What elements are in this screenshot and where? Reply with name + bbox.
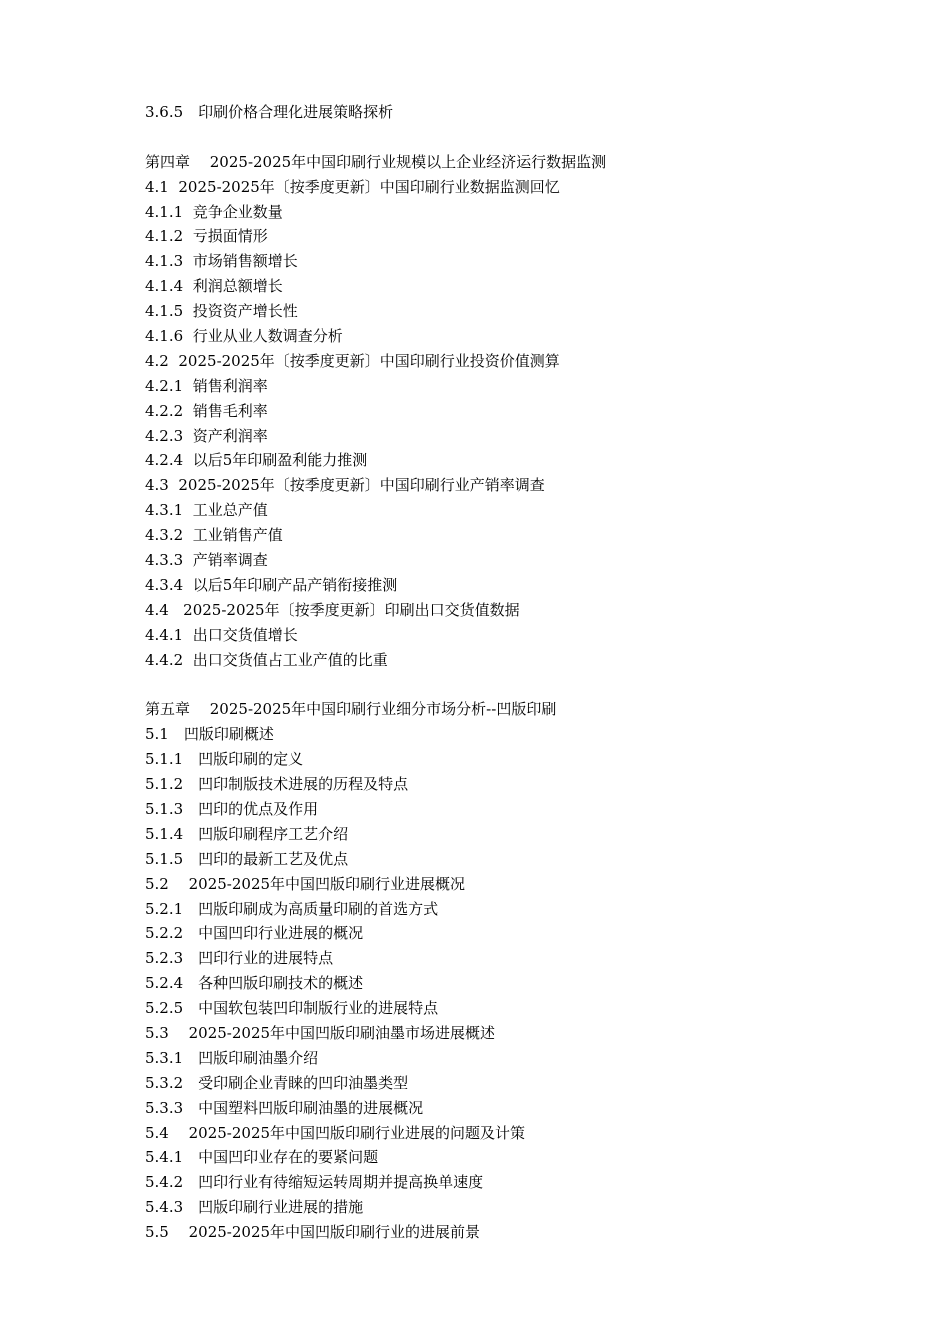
toc-entry: 4.2.1 销售利润率 (145, 376, 268, 395)
toc-entry: 5.1.3 凹印的优点及作用 (145, 799, 319, 818)
toc-entry: 4.4 2025-2025年〔按季度更新〕印刷出口交货值数据 (145, 600, 520, 619)
toc-entry: 5.2.4 各种凹版印刷技术的概述 (145, 974, 364, 993)
toc-entry: 4.3.3 产销率调查 (145, 551, 268, 570)
toc-entry: 4.4.1 出口交货值增长 (145, 625, 298, 644)
toc-entry: 4.1.2 亏损面情形 (145, 227, 268, 246)
toc-entry: 5.3 2025-2025年中国凹版印刷油墨市场进展概述 (145, 1023, 496, 1042)
toc-entry: 4.2 2025-2025年〔按季度更新〕中国印刷行业投资价值测算 (145, 351, 560, 370)
toc-entry: 4.3.4 以后5年印刷产品产销衔接推测 (145, 575, 398, 594)
chapter-heading: 第四章 2025-2025年中国印刷行业规模以上企业经济运行数据监测 (145, 152, 607, 171)
section-gap (145, 672, 845, 697)
toc-entry: 5.3.3 中国塑料凹版印刷油墨的进展概况 (145, 1098, 424, 1117)
toc-entry: 5.1.4 凹版印刷程序工艺介绍 (145, 824, 349, 843)
toc-entry: 5.5 2025-2025年中国凹版印刷行业的进展前景 (145, 1223, 481, 1242)
toc-entry: 5.3.2 受印刷企业青睐的凹印油墨类型 (145, 1073, 409, 1092)
toc-entry: 4.1 2025-2025年〔按季度更新〕中国印刷行业数据监测回忆 (145, 177, 560, 196)
toc-entry: 4.4.2 出口交货值占工业产值的比重 (145, 650, 388, 669)
toc-entry: 3.6.5 印刷价格合理化进展策略探析 (145, 103, 394, 121)
toc-entry: 5.1 凹版印刷概述 (145, 725, 274, 744)
toc-entry: 4.1.6 行业从业人数调查分析 (145, 327, 343, 346)
toc-entry: 5.4.3 凹版印刷行业进展的措施 (145, 1198, 364, 1217)
document-page (145, 100, 845, 1245)
toc-entry: 4.3.1 工业总产值 (145, 501, 268, 520)
toc-entry: 4.2.2 销售毛利率 (145, 401, 268, 420)
chapter-heading: 第五章 2025-2025年中国印刷行业细分市场分析--凹版印刷 (145, 700, 557, 719)
toc-section-3-tail (145, 100, 845, 125)
toc-chapter-5 (145, 697, 845, 1245)
toc-entry: 4.1.4 利润总额增长 (145, 277, 283, 296)
toc-entry: 5.4.2 凹印行业有待缩短运转周期并提高换单速度 (145, 1173, 484, 1192)
toc-entry: 4.2.3 资产利润率 (145, 426, 268, 445)
toc-entry: 4.2.4 以后5年印刷盈利能力推测 (145, 451, 368, 470)
toc-entry: 4.1.3 市场销售额增长 (145, 252, 298, 271)
section-gap (145, 125, 845, 150)
toc-entry: 5.1.1 凹版印刷的定义 (145, 750, 304, 769)
toc-entry: 5.4.1 中国凹印业存在的要紧问题 (145, 1148, 379, 1167)
toc-entry: 5.4 2025-2025年中国凹版印刷行业进展的问题及计策 (145, 1123, 526, 1142)
toc-entry: 5.2.2 中国凹印行业进展的概况 (145, 924, 364, 943)
toc-entry: 5.2.5 中国软包装凹印制版行业的进展特点 (145, 999, 439, 1018)
toc-entry: 4.3 2025-2025年〔按季度更新〕中国印刷行业产销率调查 (145, 476, 545, 495)
toc-entry: 4.1.5 投资资产增长性 (145, 302, 298, 321)
toc-entry: 5.2 2025-2025年中国凹版印刷行业进展概况 (145, 874, 466, 893)
toc-entry: 5.1.2 凹印制版技术进展的历程及特点 (145, 775, 409, 794)
toc-entry: 5.1.5 凹印的最新工艺及优点 (145, 849, 349, 868)
toc-entry: 5.3.1 凹版印刷油墨介绍 (145, 1048, 319, 1067)
toc-entry: 5.2.3 凹印行业的进展特点 (145, 949, 334, 968)
toc-entry: 5.2.1 凹版印刷成为高质量印刷的首选方式 (145, 899, 439, 918)
toc-entry: 4.1.1 竞争企业数量 (145, 202, 283, 221)
toc-entry: 4.3.2 工业销售产值 (145, 526, 283, 545)
toc-chapter-4 (145, 150, 845, 673)
